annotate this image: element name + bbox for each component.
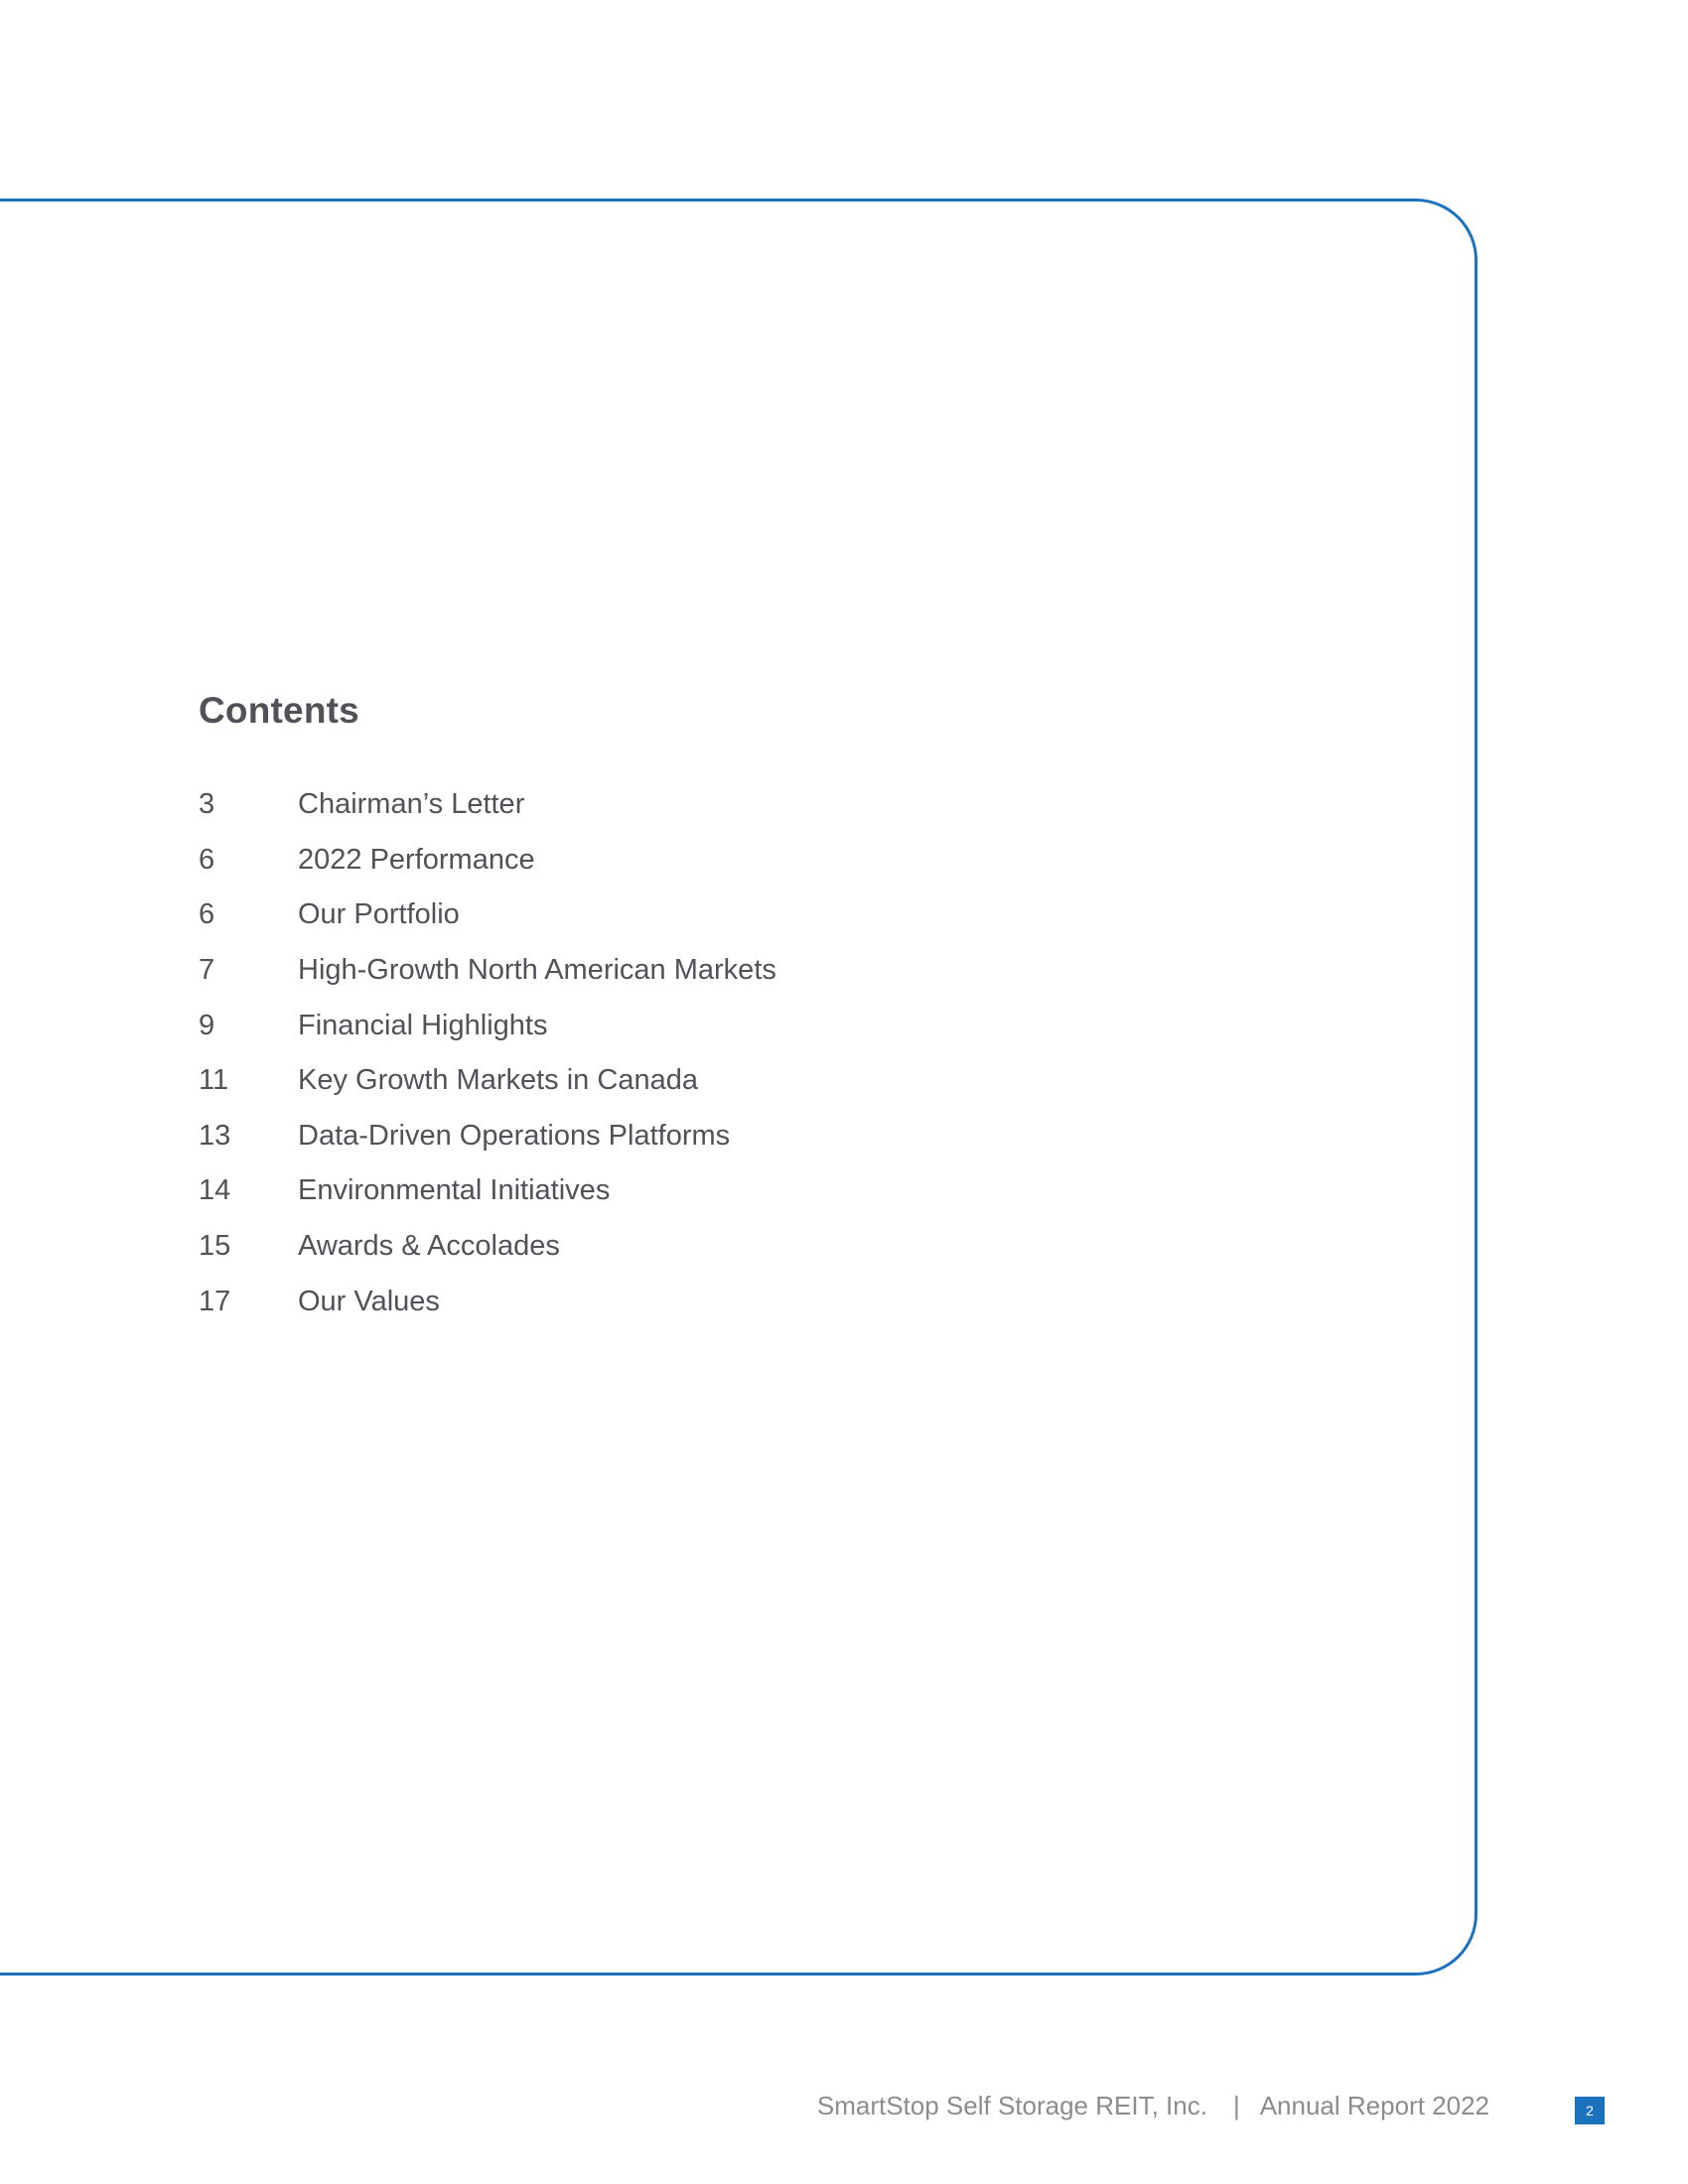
toc-page-number: 6 [199, 898, 215, 931]
toc-page-number: 6 [199, 843, 215, 876]
toc-label: Financial Highlights [298, 1009, 548, 1041]
toc-label: Key Growth Markets in Canada [298, 1064, 698, 1097]
toc-item[interactable] [199, 887, 776, 943]
toc-page-number: 15 [199, 1230, 231, 1263]
toc-page-number: 3 [199, 788, 215, 821]
toc-item[interactable] [199, 777, 776, 833]
toc-label: High-Growth North American Markets [298, 954, 776, 987]
toc-label: Data-Driven Operations Platforms [298, 1119, 731, 1152]
toc-label: 2022 Performance [298, 843, 535, 876]
toc-page-number: 14 [199, 1174, 231, 1207]
toc-page-number: 17 [199, 1285, 231, 1317]
toc-item[interactable] [199, 1163, 776, 1219]
toc-item[interactable] [199, 833, 776, 888]
footer [817, 2091, 1489, 2121]
footer-separator: | [1232, 2091, 1240, 2120]
toc-item[interactable] [199, 1109, 776, 1164]
toc-page-number: 13 [199, 1119, 231, 1152]
footer-company: SmartStop Self Storage REIT, Inc. [816, 2091, 1207, 2120]
toc-item[interactable] [199, 1219, 776, 1275]
toc-label: Our Portfolio [298, 898, 460, 931]
toc-page-number: 11 [199, 1064, 229, 1097]
page-number-badge: 2 [1575, 2097, 1605, 2124]
toc-item[interactable] [199, 998, 776, 1053]
toc-page-number: 9 [199, 1009, 215, 1041]
toc-label: Environmental Initiatives [298, 1174, 611, 1207]
toc-label: Our Values [298, 1285, 440, 1317]
toc-item[interactable] [199, 1053, 776, 1109]
toc-page-number: 7 [199, 954, 215, 987]
toc-item[interactable] [199, 1274, 776, 1329]
contents-title: Contents [199, 690, 359, 731]
footer-report-title: Annual Report 2022 [1259, 2091, 1489, 2120]
toc-label: Chairman’s Letter [298, 788, 525, 821]
table-of-contents [199, 777, 776, 1329]
toc-item[interactable] [199, 943, 776, 999]
toc-label: Awards & Accolades [298, 1230, 560, 1263]
